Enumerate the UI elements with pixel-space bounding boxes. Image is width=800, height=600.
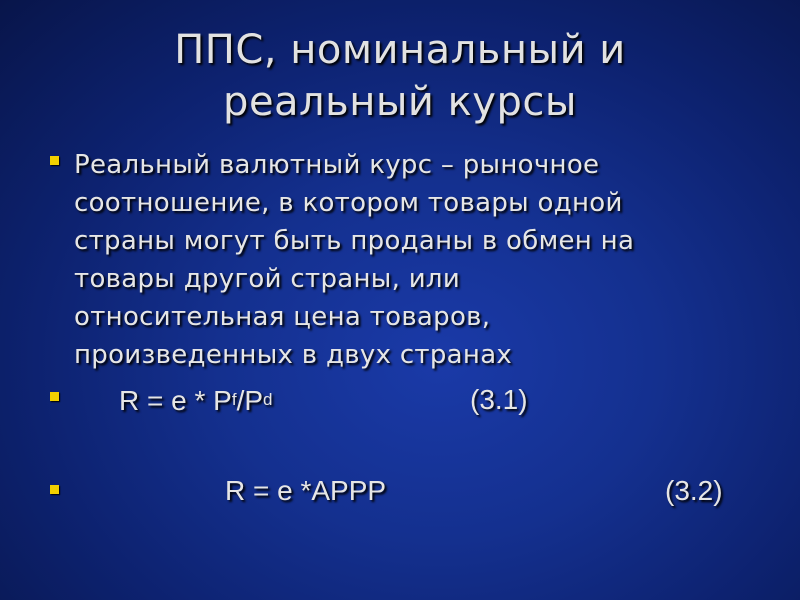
paragraph-line: произведенных в двух странах: [74, 340, 513, 370]
formula-2: R = e *APPP: [225, 475, 387, 506]
title-line-2: реальный курсы: [223, 79, 577, 125]
paragraph-line: относительная цена товаров,: [74, 302, 491, 332]
formula-1-sub-d: d: [263, 390, 273, 409]
formula-1: [119, 383, 273, 418]
formula-1-mid: /P: [236, 385, 264, 416]
paragraph-line: Реальный валютный курс – рыночное: [74, 150, 600, 180]
bullet-1-icon: [50, 156, 59, 165]
formula-1-number: (3.1): [470, 384, 528, 415]
title-line-1: ППС, номинальный и: [174, 27, 626, 73]
paragraph-line: соотношение, в котором товары одной: [74, 188, 623, 218]
bullet-2-icon: [50, 392, 59, 401]
slide-title: [0, 24, 800, 128]
paragraph-line: товары другой страны, или: [74, 264, 461, 294]
bullet-3-icon: [50, 485, 59, 494]
formula-1-lhs: R = e * P: [119, 385, 232, 416]
formula-1-sub-f: f: [231, 390, 237, 409]
formula-2-number: (3.2): [665, 475, 723, 506]
paragraph-line: страны могут быть проданы в обмен на: [74, 226, 635, 256]
definition-paragraph: [74, 146, 774, 374]
